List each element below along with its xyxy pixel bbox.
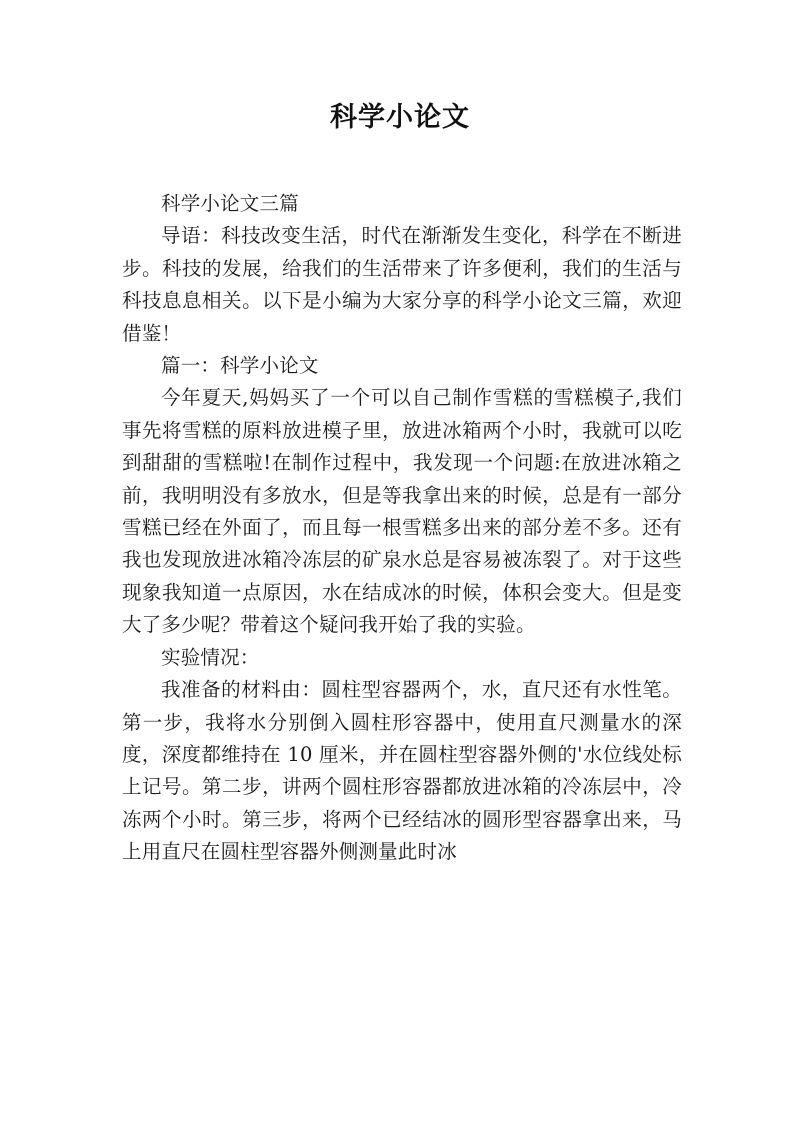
body-paragraph: 我准备的材料由：圆柱型容器两个，水，直尺还有水性笔。第一步，我将水分别倒入圆柱形容器中，使用直尺测量水的深度，深度都维持在 10 厘米，并在圆柱型容器外侧的'水位线处标上记号。第二步，讲两个圆柱形容器都放进冰箱的冷冻层中，冷冻两个小时。第三步，将两个已经结冰的圆形型容器拿出来，马上用直尺在圆柱型容器外侧测量此时冰 bbox=[122, 678, 682, 864]
body-paragraph: 今年夏天,妈妈买了一个可以自己制作雪糕的雪糕模子,我们事先将雪糕的原料放进模子里，放进冰箱两个小时，我就可以吃到甜甜的雪糕啦!在制作过程中，我发现一个问题:在放进冰箱之前，我明明没有多放水，但是等我拿出来的时候，总是有一部分雪糕已经在外面了，而且每一根雪糕多出来的部分差不多。还有我也发现放进冰箱冷冻层的矿泉水总是容易被冻裂了。对于这些现象我知道一点原因，水在结成冰的时候，体积会变大。但是变大了多少呢？带着这个疑问我开始了我的实验。 bbox=[122, 386, 682, 637]
intro-paragraph: 导语：科技改变生活，时代在渐渐发生变化，科学在不断进步。科技的发展，给我们的生活带来了许多便利，我们的生活与科技息息相关。以下是小编为大家分享的科学小论文三篇，欢迎借鉴！ bbox=[122, 224, 682, 345]
subtitle-paragraph: 科学小论文三篇 bbox=[161, 192, 299, 215]
document-title: 科学小论文 bbox=[330, 102, 470, 133]
section-heading-experiment: 实验情况： bbox=[161, 645, 260, 669]
section-heading: 篇一：科学小论文 bbox=[161, 354, 319, 378]
document-body bbox=[122, 188, 682, 869]
